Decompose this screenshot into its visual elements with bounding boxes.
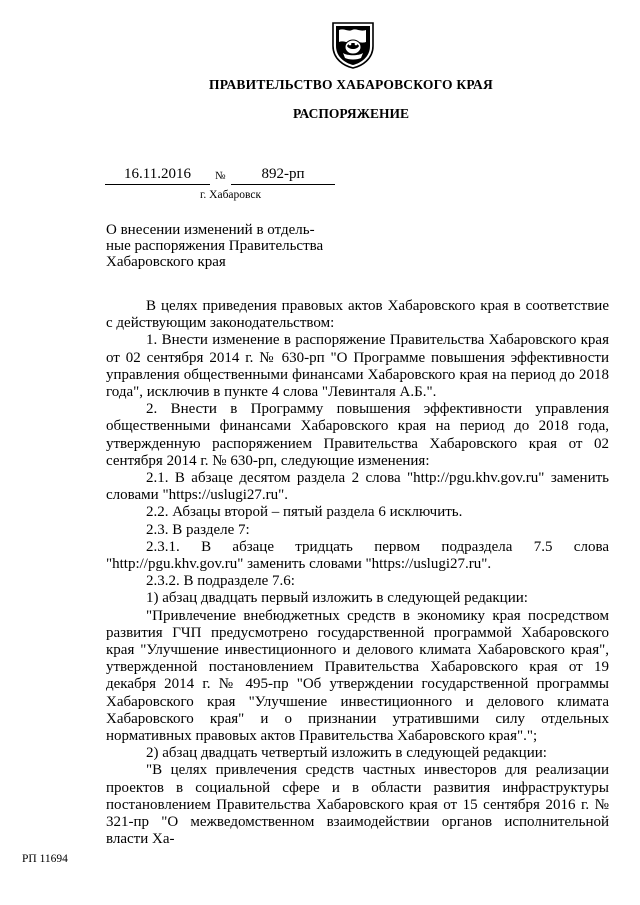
document-type: РАСПОРЯЖЕНИЕ [292, 106, 410, 121]
footer-code: РП 11694 [22, 853, 68, 865]
document-body [106, 298, 609, 849]
body-paragraph: 2.3.1. В абзаце тридцать первом подраздела 7.5 слова "http://pgu.khv.gov.ru" заменить словами "https://uslugi27.ru". [106, 538, 609, 573]
subject-line: О внесении изменений в отдель- [106, 222, 315, 238]
coat-of-arms-svg [330, 20, 376, 70]
subject-line: Хабаровского края [106, 254, 226, 270]
document-subject [106, 222, 346, 270]
body-paragraph: 1) абзац двадцать первый изложить в следующей редакции: [146, 590, 528, 607]
number-sign: № [215, 170, 226, 182]
subject-line: ные распоряжения Правительства [106, 238, 324, 254]
body-paragraph: "Привлечение внебюджетных средств в экономику края посредством развития ГЧП предусмотрено государственной программой Хабаровского края "Улучшение инвестиционного и делового климата Хабаровского края", утвержденной постановлением Правительства Хабаровского края от 19 декабря 2014 г. № 495-пр "Об утверждении государственной программы Хабаровского края "Улучшение инвестиционного и делового климата Хабаровского края" и о признании утратившими силу отдельных нормативных правовых актов Правительства Хабаровского края"."; [106, 607, 609, 745]
coat-of-arms-icon [330, 20, 376, 70]
registration-line [105, 166, 345, 188]
body-paragraph: 2. Внести в Программу повышения эффективности управления общественными финансами Хабаровского края на период до 2018 года, утвержденную распоряжением Правительства Хабаровского края от 02 сентября 2014 г. № 630-рп, следующие изменения: [106, 401, 609, 469]
body-paragraph: В целях приведения правовых актов Хабаровского края в соответствие с действующим законодательством: [106, 298, 609, 332]
document-city: г. Хабаровск [200, 189, 262, 201]
body-paragraph: "В целях привлечения средств частных инвесторов для реализации проектов в социальной сфере и в области развития инфраструктуры постановлением Правительства Хабаровского края от 15 сентября 2016 г. № 321-пр "О межведомственном взаимодействии органов исполнительной власти Ха- [106, 762, 609, 848]
body-paragraph: 2.3. В разделе 7: [146, 521, 250, 538]
body-paragraph: 2.1. В абзаце десятом раздела 2 слова "http://pgu.khv.gov.ru" заменить словами "https://uslugi27.ru". [106, 470, 609, 504]
body-paragraph: 2.3.2. В подразделе 7.6: [146, 573, 295, 590]
body-paragraph: 1. Внести изменение в распоряжение Правительства Хабаровского края от 02 сентября 2014 г. № 630-рп "О Программе повышения эффективности управления общественными финансами Хабаровского края на период до 2018 года", исключив в пункте 4 слова "Левинталя А.Б.". [106, 332, 609, 401]
body-paragraph: 2.2. Абзацы второй – пятый раздела 6 исключить. [146, 504, 463, 521]
government-title: ПРАВИТЕЛЬСТВО ХАБАРОВСКОГО КРАЯ [209, 77, 493, 92]
body-paragraph: 2) абзац двадцать четвертый изложить в следующей редакции: [146, 745, 547, 762]
document-number: 892-рп [231, 166, 335, 185]
document-date: 16.11.2016 [105, 166, 210, 185]
